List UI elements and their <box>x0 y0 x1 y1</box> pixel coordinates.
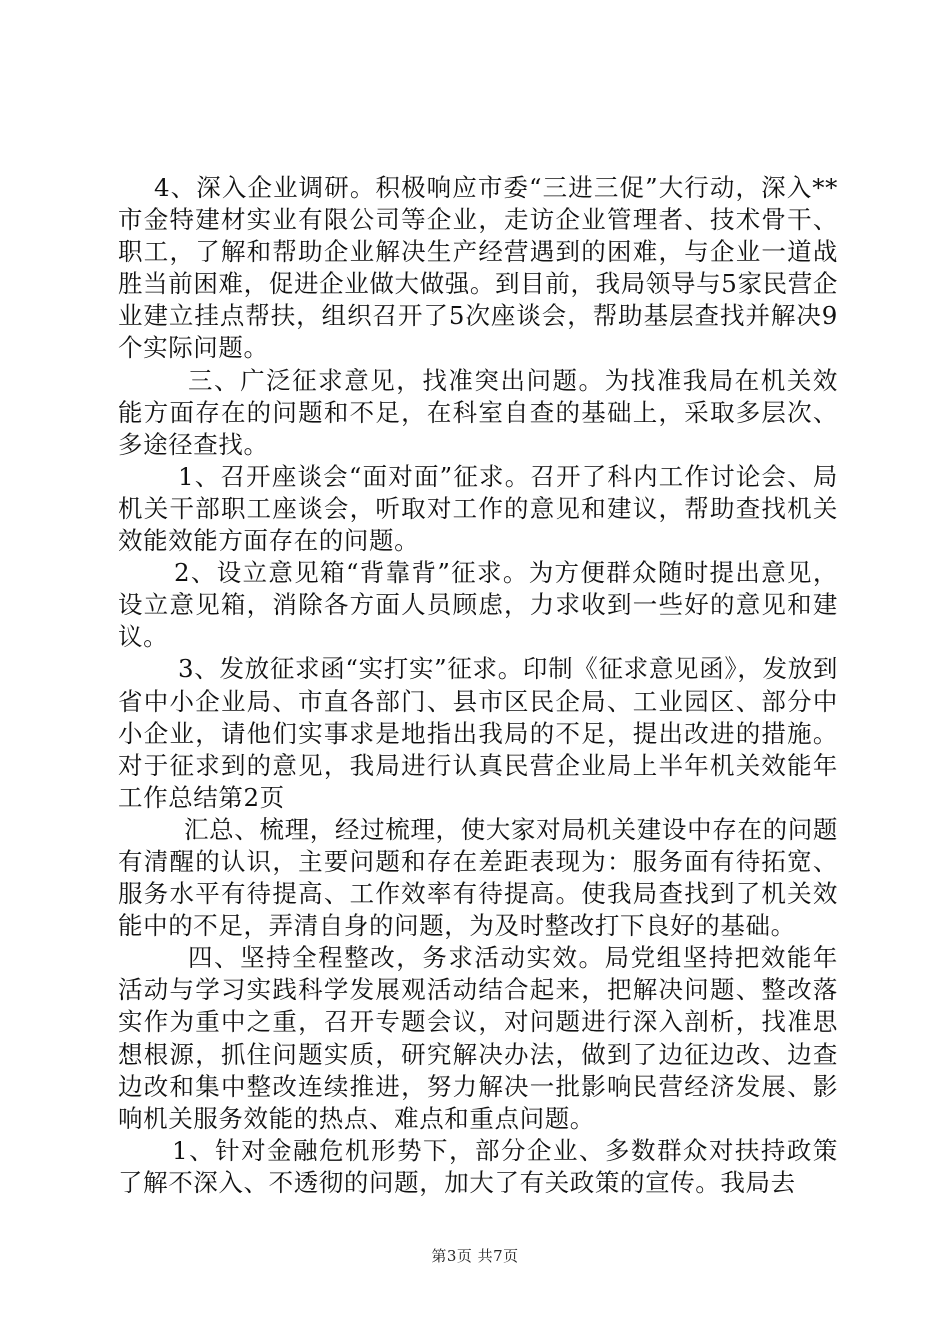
page-number-footer: 第3页 共7页 <box>431 1247 519 1265</box>
paragraph-suggestion-box: 2、设立意见箱“背靠背”征求。为方便群众随时提出意见，设立意见箱，消除各方面人员顾虑，力求收到一些好的意见和建议。 <box>118 558 838 652</box>
paragraph-section-three: 三、广泛征求意见，找准突出问题。为找准我局在机关效能方面存在的问题和不足，在科室自查的基础上，采取多层次、多途径查找。 <box>118 365 838 459</box>
paragraph-solicitation-letter: 3、发放征求函“实打实”征求。印制《征求意见函》，发放到省中小企业局、市直各部门、县市区民企局、工业园区、部分中小企业，请他们实事求是地指出我局的不足，提出改进的措施。对于征求到的意见，我局进行认真民营企业局上半年机关效能年工作总结第2页 <box>118 654 838 812</box>
paragraph-enterprise-research: 4、深入企业调研。积极响应市委“三进三促”大行动，深入**市金特建材实业有限公司等企业，走访企业管理者、技术骨干、职工，了解和帮助企业解决生产经营遇到的困难，与企业一道战胜当前困难，促进企业做大做强。到目前，我局领导与5家民营企业建立挂点帮扶，组织召开了5次座谈会，帮助基层查找并解决9个实际问题。 <box>118 173 838 363</box>
paragraph-financial-crisis: 1、针对金融危机形势下，部分企业、多数群众对扶持政策了解不深入、不透彻的问题，加大了有关政策的宣传。我局去 <box>118 1135 838 1197</box>
paragraph-summary-review: 汇总、梳理，经过梳理，使大家对局机关建设中存在的问题有清醒的认识，主要问题和存在差距表现为：服务面有待拓宽、服务水平有待提高、工作效率有待提高。使我局查找到了机关效能中的不足，弄清自身的问题，为及时整改打下良好的基础。 <box>118 814 838 941</box>
paragraph-face-to-face: 1、召开座谈会“面对面”征求。召开了科内工作讨论会、局机关干部职工座谈会，听取对工作的意见和建议，帮助查找机关效能效能方面存在的问题。 <box>118 461 838 556</box>
paragraph-section-four: 四、坚持全程整改，务求活动实效。局党组坚持把效能年活动与学习实践科学发展观活动结合起来，把解决问题、整改落实作为重中之重，召开专题会议，对问题进行深入剖析，找准思想根源，抓住问题实质，研究解决办法，做到了边征边改、边查边改和集中整改连续推进，努力解决一批影响民营经济发展、影响机关服务效能的热点、难点和重点问题。 <box>118 943 838 1133</box>
document-body <box>118 172 838 1199</box>
